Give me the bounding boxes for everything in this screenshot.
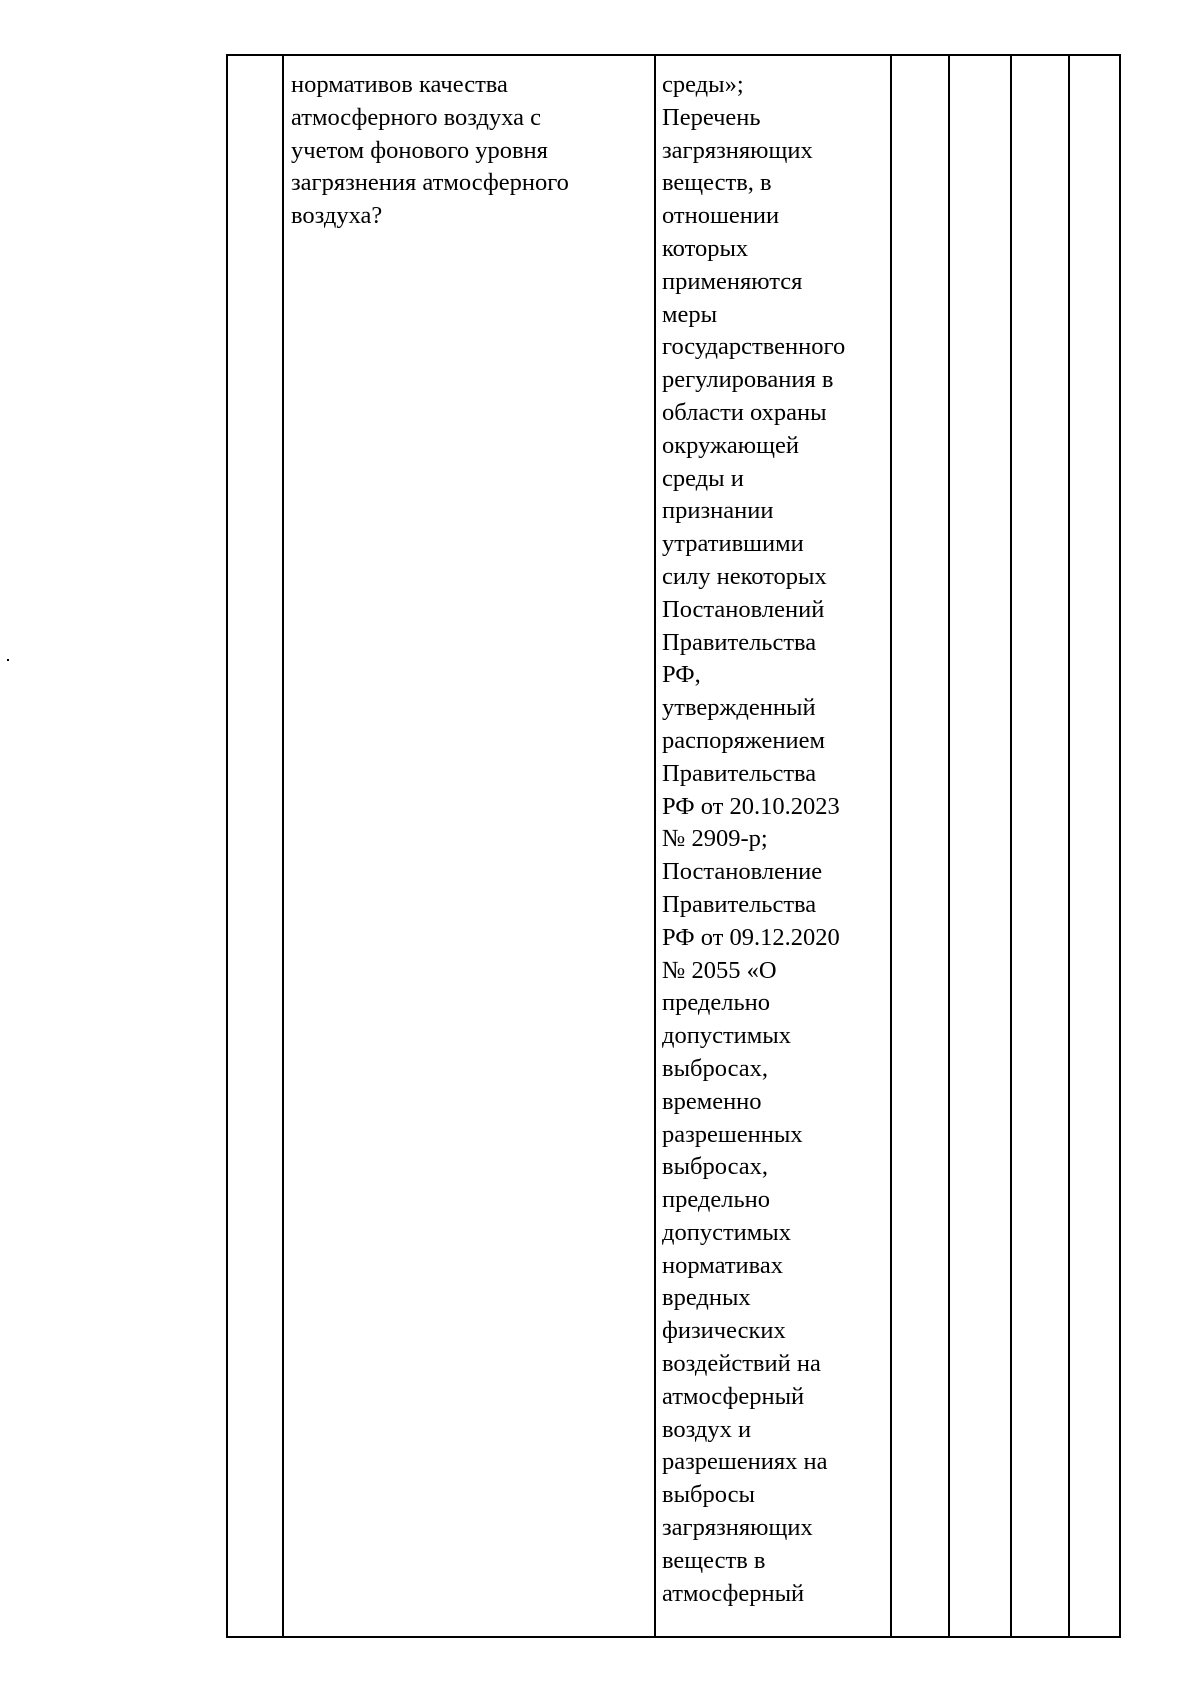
question-text: нормативов качества атмосферного воздуха с учетом фонового уровня загрязнения атмосферного воздуха? <box>291 71 569 230</box>
legal-acts-text: среды»; Перечень загрязняющих веществ, в отношении которых применяются меры государственного регулирования в области охраны окружающей среды и признании утратившими силу некоторых Постановлений Правительства РФ, утвержденный распоряжением Правительства РФ от 20.10.2023 № 2909-р; Постановление Правительства РФ от 09.12.2020 № 2055 «О предельно допустимых выбросах, временно разрешенных выбросах, предельно допустимых нормативах вредных физических воздействий на атмосферный воздух и разрешениях на выбросы загрязняющих веществ в атмосферный <box>662 71 846 1607</box>
answer-no-cell <box>949 55 1011 1637</box>
not-applicable-cell <box>1011 55 1069 1637</box>
table-row <box>227 55 1120 1637</box>
notes-cell <box>1069 55 1120 1637</box>
legal-acts-cell <box>655 55 891 1637</box>
scan-speck <box>7 659 9 661</box>
answer-yes-cell <box>891 55 949 1637</box>
requirements-table <box>226 54 1121 1638</box>
number-cell <box>227 55 283 1637</box>
question-cell <box>283 55 655 1637</box>
